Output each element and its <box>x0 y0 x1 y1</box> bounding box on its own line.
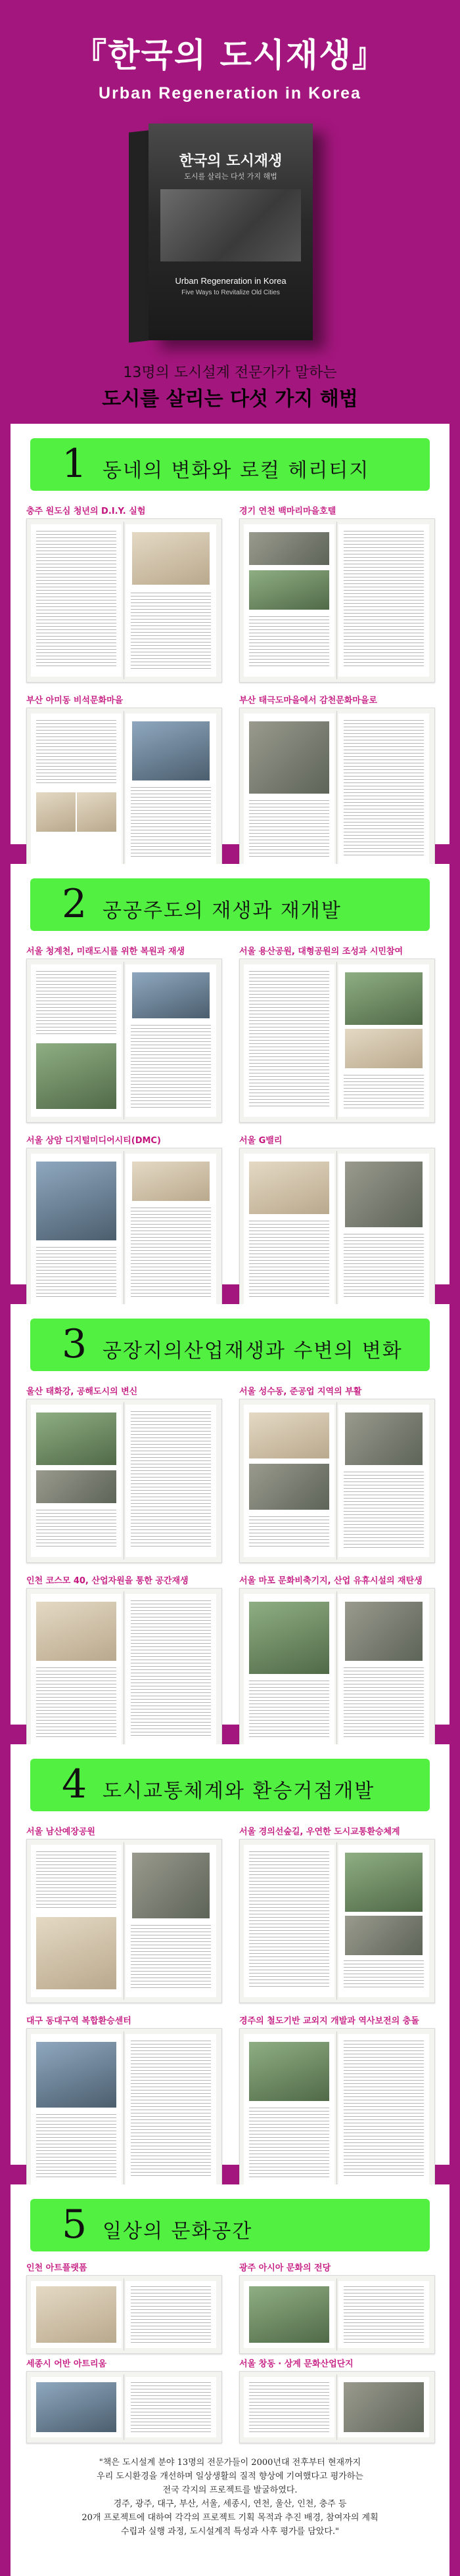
book-cover-title: 한국의 도시재생 <box>179 153 283 169</box>
page-spread <box>239 1148 435 1312</box>
project-card <box>239 504 434 681</box>
page-spread <box>239 2275 435 2354</box>
page-title: 『한국의 도시재생』 <box>74 35 386 74</box>
project-card <box>239 1133 434 1311</box>
section-title: 도시교통체계와 환승거점개발 <box>103 1780 375 1803</box>
project-card <box>239 1384 434 1562</box>
page-spread <box>239 1839 435 2003</box>
project-card <box>239 1824 434 2002</box>
page-spread <box>26 708 222 872</box>
project-card-label: 서울 청계천, 미래도시를 위한 복원과 재생 <box>26 947 185 957</box>
section-title: 동네의 변화와 로컬 헤리티지 <box>103 459 370 482</box>
quote-line: "책은 도시설계 분야 13명의 전문가들이 2000년대 전후부터 현재까지 <box>99 2458 361 2468</box>
page-spread <box>26 1839 222 2003</box>
page-spread <box>26 959 222 1123</box>
project-card-label: 경주의 철도기반 교외지 개발과 역사보전의 충돌 <box>239 2016 419 2026</box>
project-card-label: 부산 아미동 비석문화마을 <box>26 696 124 706</box>
project-card <box>26 2261 221 2353</box>
page-spread <box>26 518 222 683</box>
project-card <box>239 693 434 870</box>
project-card <box>26 1384 221 1562</box>
section-number: 4 <box>62 1761 87 1807</box>
section-banner <box>30 438 430 491</box>
project-card-label: 광주 아시아 문화의 전당 <box>239 2263 331 2273</box>
project-card-label: 인천 아트플랫폼 <box>26 2263 87 2273</box>
project-card-label: 경기 연천 백마리마을호텔 <box>239 507 336 516</box>
book-cover-subtitle-english: Five Ways to Revitalize Old Cities <box>181 289 280 296</box>
page-spread <box>239 2028 435 2192</box>
project-card-label: 울산 태화강, 공해도시의 변신 <box>26 1387 138 1397</box>
page-spread <box>26 2028 222 2192</box>
section-5 <box>11 2184 449 2447</box>
project-card <box>239 1573 434 1751</box>
quote-line: 우리 도시환경을 개선하며 일상생활의 질적 향상에 기여했다고 평가하는 <box>97 2472 363 2481</box>
section-banner <box>30 2199 430 2251</box>
section-number: 2 <box>62 881 87 927</box>
project-card <box>239 2357 434 2442</box>
section-number: 3 <box>62 1321 87 1367</box>
section-4 <box>11 1744 449 2165</box>
section-banner <box>30 878 430 931</box>
tagline-top: 13명의 도시설계 전문가가 말하는 <box>123 365 337 381</box>
page-spread <box>239 1588 435 1752</box>
section-title: 공장지의산업재생과 수변의 변화 <box>103 1340 403 1363</box>
project-card-label: 서울 남산예장공원 <box>26 1827 95 1837</box>
project-card-label: 서울 G밸리 <box>239 1136 283 1146</box>
page-spread <box>239 518 435 683</box>
page-spread <box>26 1148 222 1312</box>
project-card <box>26 944 221 1121</box>
page-spread <box>26 2371 222 2443</box>
project-card-label: 대구 동대구역 복합환승센터 <box>26 2016 131 2026</box>
project-card <box>26 693 221 870</box>
project-card <box>26 1573 221 1751</box>
quote-line: 수립과 실행 과정, 도시설계적 특성과 사후 평가를 담았다." <box>120 2527 339 2537</box>
project-card-label: 서울 경의선숲길, 우연한 도시교통환승체계 <box>239 1827 400 1837</box>
quote-line: 20개 프로젝트에 대하여 각각의 프로젝트 기획 목적과 추진 배경, 참여자의 계획 <box>81 2513 379 2523</box>
section-title: 일상의 문화공간 <box>103 2220 253 2243</box>
page-title-english: Urban Regeneration in Korea <box>99 84 361 102</box>
page-spread <box>239 1399 435 1563</box>
page-spread <box>239 708 435 872</box>
section-number: 1 <box>62 441 87 487</box>
project-card <box>26 1133 221 1311</box>
project-card-label: 서울 마포 문화비축기지, 산업 유휴시설의 재탄생 <box>239 1576 423 1586</box>
project-card-label: 서울 창동 · 상계 문화산업단지 <box>239 2359 354 2369</box>
quote-line: 전국 각지의 프로젝트를 발굴하였다. <box>162 2485 298 2495</box>
project-card-label: 서울 상암 디지털미디어시티(DMC) <box>26 1136 161 1146</box>
quote-line: 경주, 광주, 대구, 부산, 서울, 세종시, 연천, 울산, 인천, 충주 등 <box>113 2499 347 2509</box>
section-3 <box>11 1304 449 1725</box>
section-1 <box>11 424 449 844</box>
tagline-main: 도시를 살리는 다섯 가지 해법 <box>102 388 358 411</box>
project-card-label: 서울 성수동, 준공업 지역의 부활 <box>239 1387 362 1397</box>
book-cover <box>149 124 313 340</box>
page-spread <box>26 2275 222 2354</box>
project-card <box>239 944 434 1121</box>
page-spread <box>239 959 435 1123</box>
project-card-label: 서울 용산공원, 대형공원의 조성과 시민참여 <box>239 947 403 957</box>
project-card <box>26 1824 221 2002</box>
project-card-label: 부산 태극도마을에서 감천문화마을로 <box>239 696 377 706</box>
project-card-label: 인천 코스모 40, 산업자원을 통한 공간재생 <box>26 1576 189 1586</box>
book-cover-subtitle: 도시를 살리는 다섯 가지 해법 <box>184 172 277 181</box>
book-cover-photo <box>160 189 301 261</box>
project-card <box>26 504 221 681</box>
page-spread <box>26 1399 222 1563</box>
project-card <box>239 2261 434 2353</box>
book-description-quote <box>35 2456 425 2539</box>
project-card-label: 충주 원도심 청년의 D.I.Y. 실험 <box>26 507 146 516</box>
section-banner <box>30 1759 430 1811</box>
project-card <box>239 2014 434 2191</box>
project-card <box>26 2357 221 2442</box>
section-2 <box>11 864 449 1284</box>
page-spread <box>26 1588 222 1752</box>
section-title: 공공주도의 재생과 재개발 <box>103 899 342 922</box>
page-spread <box>239 2371 435 2443</box>
book-cover-title-english: Urban Regeneration in Korea <box>175 276 287 286</box>
project-card <box>26 2014 221 2191</box>
book-spine <box>129 130 149 342</box>
section-banner <box>30 1319 430 1371</box>
section-number: 5 <box>62 2202 87 2248</box>
project-card-label: 세종시 어반 아트리움 <box>26 2359 107 2369</box>
